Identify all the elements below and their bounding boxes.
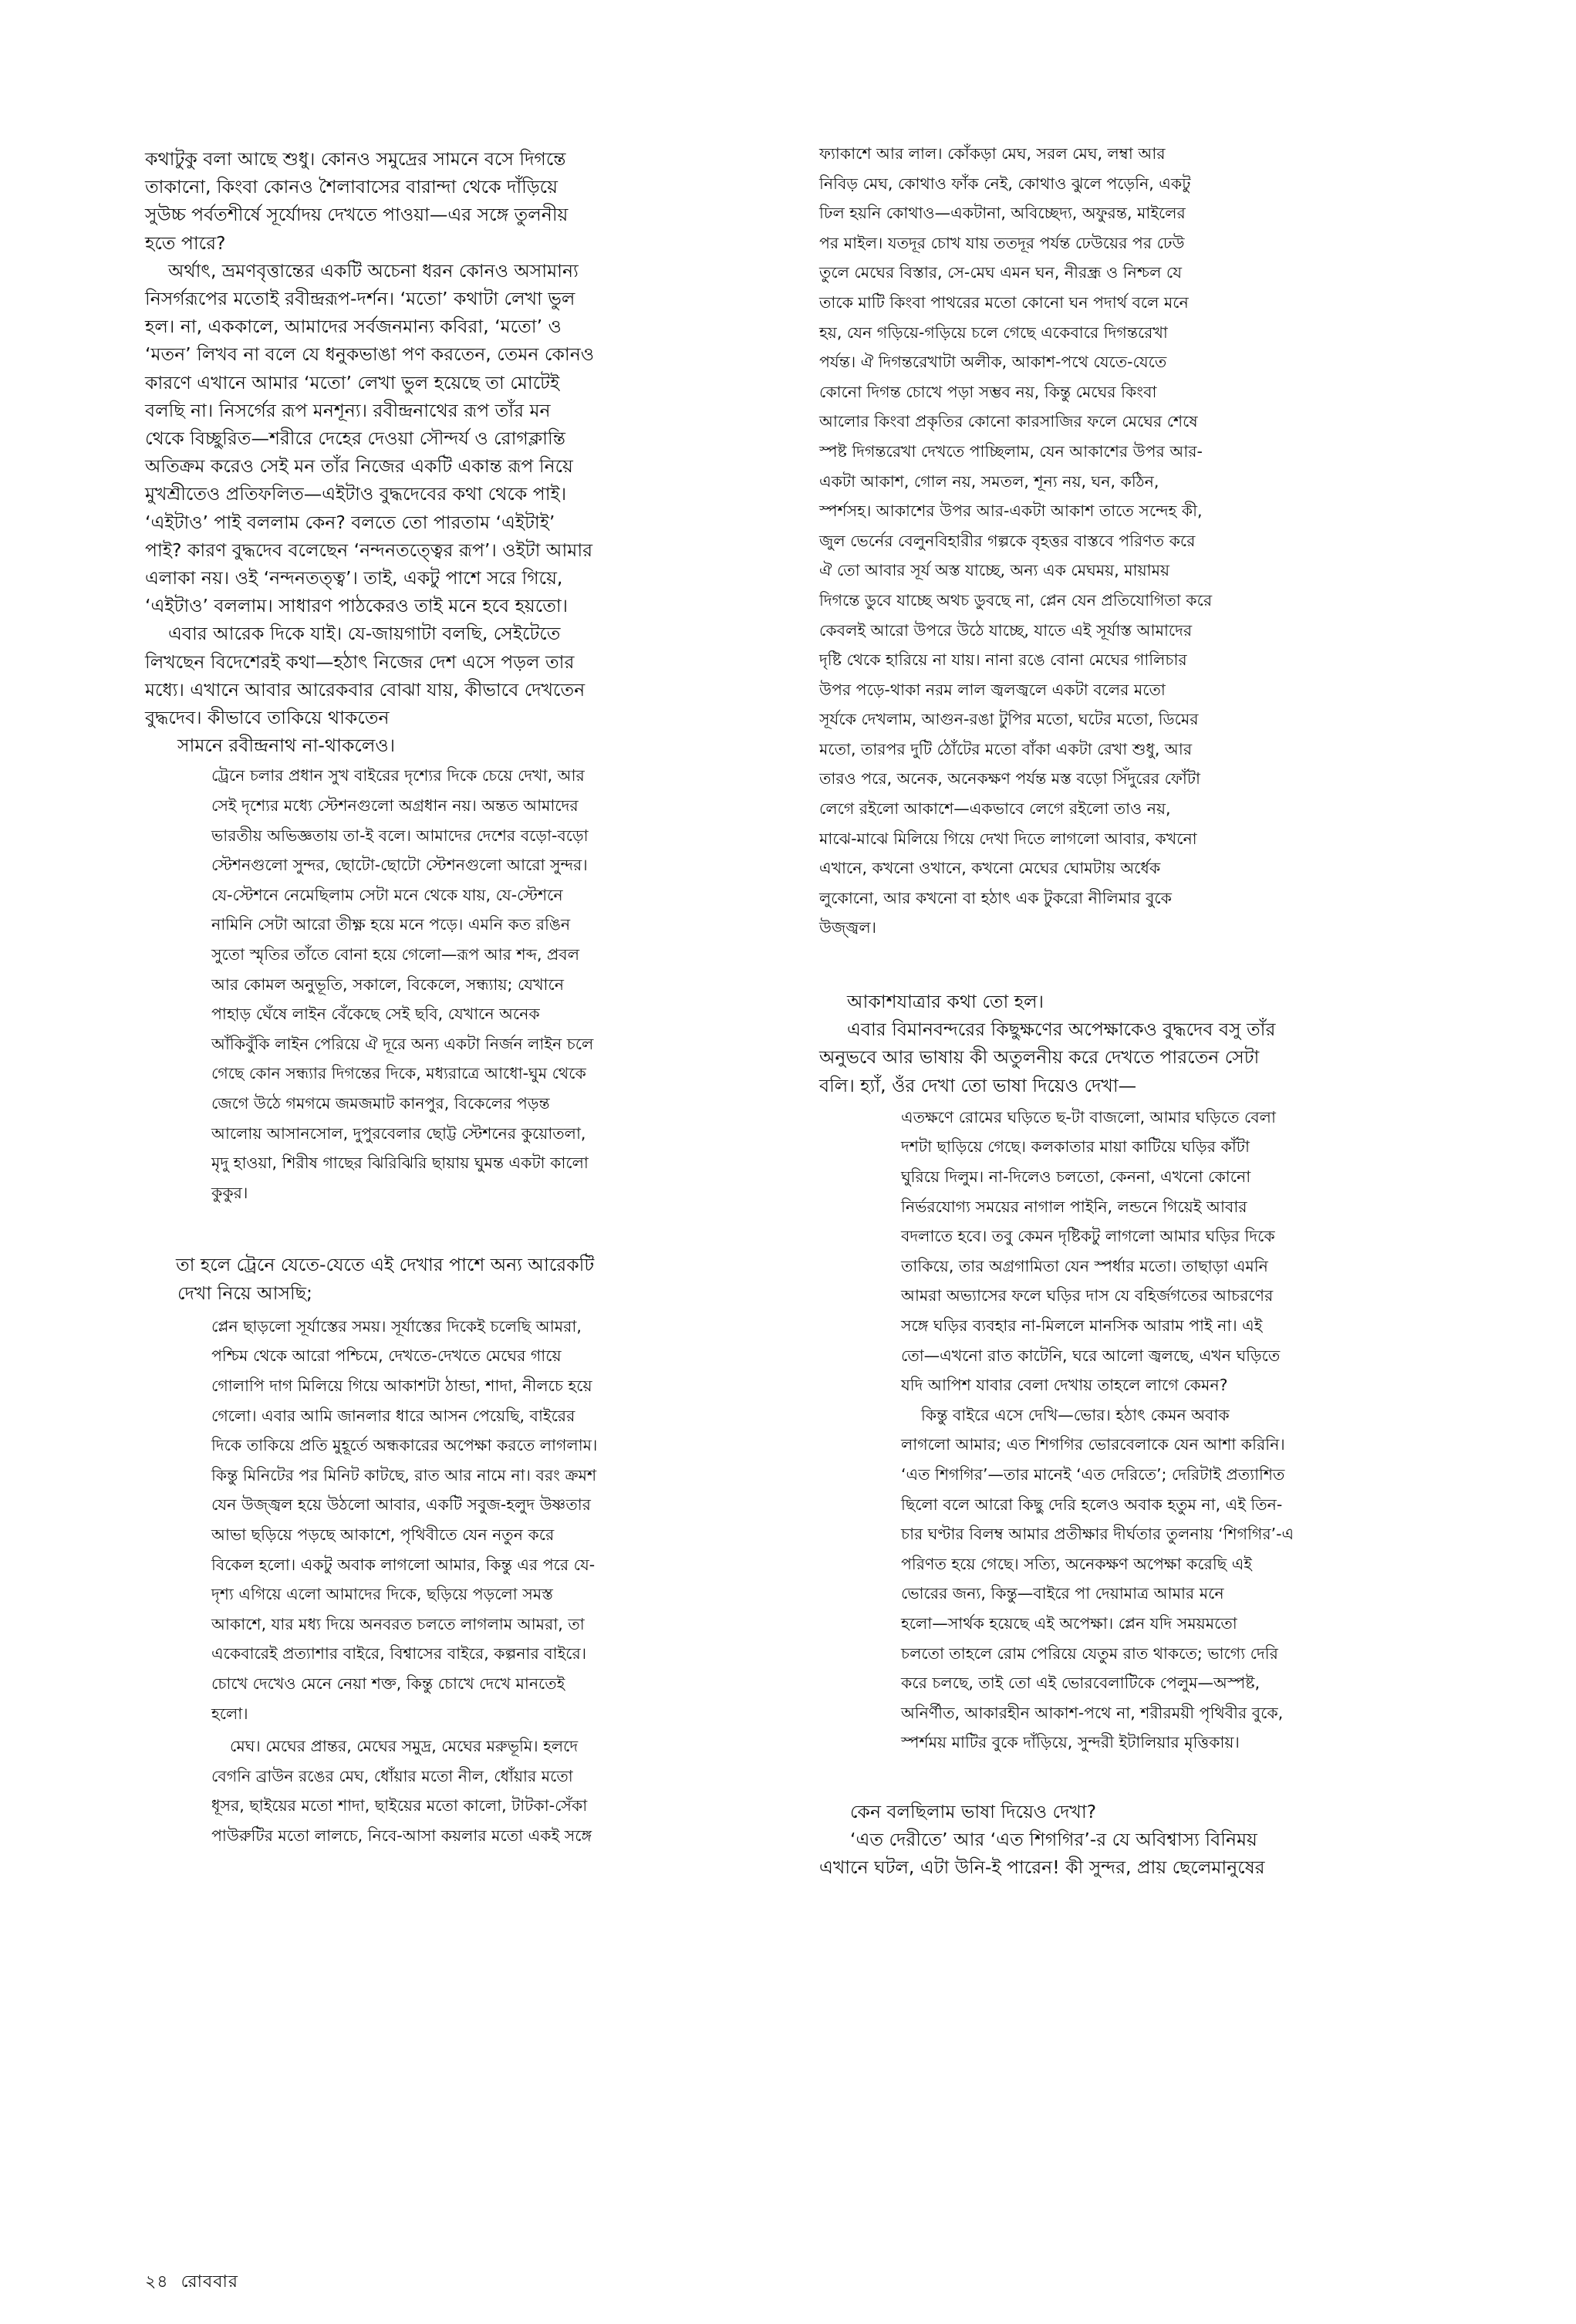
paragraph-3-tail: সামনে রবীন্দ্রনাথ না-থাকলেও। — [177, 735, 396, 757]
right-column — [819, 139, 1506, 1882]
paragraph-2: অর্থাৎ, ভ্রমণবৃত্তান্তের একটি অচেনা ধরন কোনও অসামান্য নিসর্গরূপের মতোই রবীন্দ্ররূপ-দর্শন। ‘মতো’ কথাটা লেখা ভুল হল। না, এককালে, আমাদের সর্বজনমান্য কবিরা, ‘মতো’ ও ‘মতন’ লিখব না বলে যে ধনুকভাঙা পণ করতেন, তেমন কোনও কারণে এখানে আমার ‘মতো’ লেখা ভুল হয়েছে তা মোটেই বলছি না। নিসর্গের রূপ মনশূন্য। রবীন্দ্রনাথের রূপ তাঁর মন থেকে বিচ্ছুরিত—শরীরে দেহের দেওয়া সৌন্দর্য ও রোগক্লান্তি অতিক্রম করেও সেই মন তাঁর নিজের একটি একান্ত রূপ নিয়ে মুখশ্রীতেও প্রতিফলিত—এইটাও বুদ্ধদেবের কথা থেকে পাই। ‘এইটাও’ পাই বললাম কেন? বলতে তো পারতাম ‘এইটাই’ পাই? কারণ বুদ্ধদেব বলেছেন ‘নন্দনতত্ত্বের রূপ’। ওইটা আমার এলাকা নয়। ওই ‘নন্দনতত্ত্ব’। তাই, একটু পাশে সরে গিয়ে, ‘এইটাও’ বললাম। সাধারণ পাঠকেরও তাই মনে হবে হয়তো। — [145, 259, 595, 617]
quote-clouds: মেঘ। মেঘের প্রান্তর, মেঘের সমুদ্র, মেঘের মরুভূমি। হলদে বেগনি ব্রাউন রঙের মেঘ, ধোঁয়ার মতো নীল, ধোঁয়ার মতো ধূসর, ছাইয়ের মতো শাদা, ছাইয়ের মতো কালো, টাটকা-সেঁকা পাউরুটির মতো লালচে, নিবে-আসা কয়লার মতো একই সঙ্গে — [211, 1737, 592, 1845]
paragraph-5: আকাশযাত্রার কথা তো হল। — [847, 991, 1044, 1013]
paragraph-1: কথাটুকু বলা আছে শুধু। কোনও সমুদ্রের সামনে বসে দিগন্তে তাকানো, কিংবা কোনও শৈলাবাসের বারান্দা থেকে দাঁড়িয়ে সুউচ্চ পর্বতশীর্ষে সূর্যোদয় দেখতে পাওয়া—এর সঙ্গে তুলনীয় হতে পারে? — [145, 148, 569, 254]
publication-name: রোববার — [181, 2272, 238, 2292]
paragraph-4: তা হলে ট্রেনে যেতে-যেতে এই দেখার পাশে অন্য আরেকটি দেখা নিয়ে আসছি; — [176, 1254, 595, 1304]
paragraph-3: এবার আরেক দিকে যাই। যে-জায়গাটা বলছি, সেইটেতে লিখছেন বিদেশেরই কথা—হঠাৎ নিজের দেশ এসে পড়ল তার মধ্যে। এখানে আবার আরেকবার বোঝা যায়, কীভাবে দেখতেন বুদ্ধদেব। কীভাবে তাকিয়ে থাকতেন — [145, 623, 586, 729]
quote-dawn: কিন্তু বাইরে এসে দেখি—ভোর। হঠাৎ কেমন অবাক লাগলো আমার; এত শিগগির ভোরবেলাকে যেন আশা করিনি। ‘এত শিগগির’—তার মানেই ‘এত দেরিতে’; দেরিটাই প্রত্যাশিত ছিলো বলে আরো কিছু দেরি হলেও অবাক হতুম না, এই তিন- চার ঘণ্টার বিলম্ব আমার প্রতীক্ষার দীর্ঘতার তুলনায় ‘শিগগির’-এ পরিণত হয়ে গেছে। সত্যি, অনেকক্ষণ অপেক্ষা করেছি এই ভোরের জন্য, কিন্তু—বাইরে পা দেয়ামাত্র আমার মনে হলো—সার্থক হয়েছে এই অপেক্ষা। প্লেন যদি সময়মতো চলতো তাহলে রোম পেরিয়ে যেতুম রাত থাকতে; ভাগ্যে দেরি করে চলছে, তাই তো এই ভোরবেলাটিকে পেলুম—অস্পষ্ট, অনির্ণীত, আকারহীন আকাশ-পথে না, শরীরময়ী পৃথিবীর বুকে, স্পর্শময় মাটির বুকে দাঁড়িয়ে, সুন্দরী ইটালিয়ার মৃত্তিকায়। — [901, 1405, 1294, 1752]
quote-train: ট্রেনে চলার প্রধান সুখ বাইরের দৃশ্যের দিকে চেয়ে দেখা, আর সেই দৃশ্যের মধ্যে স্টেশনগুলো অগ্রধান নয়। অন্তত আমাদের ভারতীয় অভিজ্ঞতায় তা-ই বলে। আমাদের দেশের বড়ো-বড়ো স্টেশনগুলো সুন্দর, ছোটো-ছোটো স্টেশনগুলো আরো সুন্দর। যে-স্টেশনে নেমেছিলাম সেটা মনে থেকে যায়, যে-স্টেশনে নামিনি সেটা আরো তীক্ষ্ণ হয়ে মনে পড়ে। এমনি কত রঙিন সুতো স্মৃতির তাঁতে বোনা হয়ে গেলো—রূপ আর শব্দ, প্রবল আর কোমল অনুভূতি, সকালে, বিকেলে, সন্ধ্যায়; যেখানে পাহাড় ঘেঁষে লাইন বেঁকেছে সেই ছবি, যেখানে অনেক আঁকিবুঁকি লাইন পেরিয়ে ঐ দূরে অন্য একটা নির্জন লাইন চলে গেছে কোন সন্ধ্যার দিগন্তের দিকে, মধ্যরাত্রে আধো-ঘুম থেকে জেগে উঠে গমগমে জমজমাট কানপুর, বিকেলের পড়ন্ত আলোয় আসানসোল, দুপুরবেলার ছোট্ট স্টেশনের কুয়োতলা, মৃদু হাওয়া, শিরীষ গাছের ঝিরিঝিরি ছায়ায় ঘুমন্ত একটা কালো কুকুর। — [211, 766, 594, 1202]
quote-clouds-continued: ফ্যাকাশে আর লাল। কোঁকড়া মেঘ, সরল মেঘ, লম্বা আর নিবিড় মেঘ, কোথাও ফাঁক নেই, কোথাও ঝুলে পড়েনি, একটু ঢিল হয়নি কোথাও—একটানা, অবিচ্ছেদ্য, অফুরন্ত, মাইলের পর মাইল। যতদূর চোখ যায় ততদূর পর্যন্ত ঢেউয়ের পর ঢেউ তুলে মেঘের বিস্তার, সে-মেঘ এমন ঘন, নীরন্ধ্র ও নিশ্চল যে তাকে মাটি কিংবা পাথরের মতো কোনো ঘন পদার্থ বলে মনে হয়, যেন গড়িয়ে-গড়িয়ে চলে গেছে একেবারে দিগন্তরেখা পর্যন্ত। ঐ দিগন্তরেখাটা অলীক, আকাশ-পথে যেতে-যেতে কোনো দিগন্ত চোখে পড়া সম্ভব নয়, কিন্তু মেঘের কিংবা আলোর কিংবা প্রকৃতির কোনো কারসাজির ফলে মেঘের শেষে স্পষ্ট দিগন্তরেখা দেখতে পাচ্ছিলাম, যেন আকাশের উপর আর- একটা আকাশ, গোল নয়, সমতল, শূন্য নয়, ঘন, কঠিন, স্পর্শসহ। আকাশের উপর আর-একটা আকাশ তাতে সন্দেহ কী, জুল ভের্নের বেলুনবিহারীর গল্পকে বৃহত্তর বাস্তবে পরিণত করে ঐ তো আবার সূর্য অস্ত যাচ্ছে, অন্য এক মেঘময়, মায়াময় দিগন্তে ডুবে যাচ্ছে অথচ ডুবছে না, প্লেন যেন প্রতিযোগিতা করে কেবলই আরো উপরে উঠে যাচ্ছে, যাতে এই সূর্যাস্ত আমাদের দৃষ্টি থেকে হারিয়ে না যায়। নানা রঙে বোনা মেঘের গালিচার উপর পড়ে-থাকা নরম লাল জ্বলজ্বলে একটা বলের মতো সূর্যকে দেখলাম, আগুন-রঙা টুপির মতো, ঘটের মতো, ডিমের মতো, তারপর দুটি ঠোঁটের মতো বাঁকা একটা রেখা শুধু, আর তারও পরে, অনেক, অনেকক্ষণ পর্যন্ত মস্ত বড়ো সিঁদুরের ফোঁটা লেগে রইলো আকাশে—একভাবে লেগে রইলো তাও নয়, মাঝে-মাঝে মিলিয়ে গিয়ে দেখা দিতে লাগলো আবার, কখনো এখানে, কখনো ওখানে, কখনো মেঘের ঘোমটায় অর্ধেক লুকোনো, আর কখনো বা হঠাৎ এক টুকরো নীলিমার বুকে উজ্জ্বল। — [819, 144, 1213, 937]
paragraph-7: কেন বলছিলাম ভাষা দিয়েও দেখা? — [850, 1800, 1097, 1822]
paragraph-6: এবার বিমানবন্দরের কিছুক্ষণের অপেক্ষাকেও বুদ্ধদেব বসু তাঁর অনুভবে আর ভাষায় কী অতুলনীয় করে দেখতে পারতেন সেটা বলি। হ্যাঁ, ওঁর দেখা তো ভাষা দিয়েও দেখা— — [819, 1018, 1276, 1096]
page-number: ২৪ — [145, 2272, 169, 2292]
quote-plane: প্লেন ছাড়লো সূর্যাস্তের সময়। সূর্যাস্তের দিকেই চলেছি আমরা, পশ্চিম থেকে আরো পশ্চিমে, দেখতে-দেখতে মেঘের গায়ে গোলাপি দাগ মিলিয়ে গিয়ে আকাশটা ঠান্ডা, শাদা, নীলচে হয়ে গেলো। এবার আমি জানলার ধারে আসন পেয়েছি, বাইরের দিকে তাকিয়ে প্রতি মুহূর্তে অন্ধকারের অপেক্ষা করতে লাগলাম। কিন্তু মিনিটের পর মিনিট কাটছে, রাত আর নামে না। বরং ক্রমশ যেন উজ্জ্বল হয়ে উঠলো আবার, একটি সবুজ-হলুদ উষ্ণতার আভা ছড়িয়ে পড়ছে আকাশে, পৃথিবীতে যেন নতুন করে বিকেল হলো। একটু অবাক লাগলো আমার, কিন্তু এর পরে যে- দৃশ্য এগিয়ে এলো আমাদের দিকে, ছড়িয়ে পড়লো সমস্ত আকাশে, যার মধ্য দিয়ে অনবরত চলতে লাগলাম আমরা, তা একেবারেই প্রত্যাশার বাইরে, বিশ্বাসের বাইরে, কল্পনার বাইরে। চোখে দেখেও মেনে নেয়া শক্ত, কিন্তু চোখে দেখে মানতেই হলো। — [211, 1316, 598, 1723]
page-footer — [145, 2268, 238, 2297]
left-column — [145, 145, 824, 1850]
paragraph-8: ‘এত দেরীতে’ আর ‘এত শিগগির’-র যে অবিশ্বাস্য বিনিময় এখানে ঘটল, এটা উনি-ই পারেন! কী সুন্দর, প্রায় ছেলেমানুষের — [819, 1829, 1265, 1879]
quote-rome: এতক্ষণে রোমের ঘড়িতে ছ-টা বাজলো, আমার ঘড়িতে বেলা দশটা ছাড়িয়ে গেছে। কলকাতার মায়া কাটিয়ে ঘড়ির কাঁটা ঘুরিয়ে দিলুম। না-দিলেও চলতো, কেননা, এখনো কোনো নির্ভরযোগ্য সময়ের নাগাল পাইনি, লন্ডনে গিয়েই আবার বদলাতে হবে। তবু কেমন দৃষ্টিকটু লাগলো আমার ঘড়ির দিকে তাকিয়ে, তার অগ্রগামিতা যেন স্পর্ধার মতো। তাছাড়া এমনি আমরা অভ্যাসের ফলে ঘড়ির দাস যে বহির্জগতের আচরণের সঙ্গে ঘড়ির ব্যবহার না-মিললে মানসিক আরাম পাই না। এই তো—এখনো রাত কাটেনি, ঘরে আলো জ্বলছে, এখন ঘড়িতে যদি আপিশ যাবার বেলা দেখায় তাহলে লাগে কেমন? — [901, 1107, 1281, 1395]
